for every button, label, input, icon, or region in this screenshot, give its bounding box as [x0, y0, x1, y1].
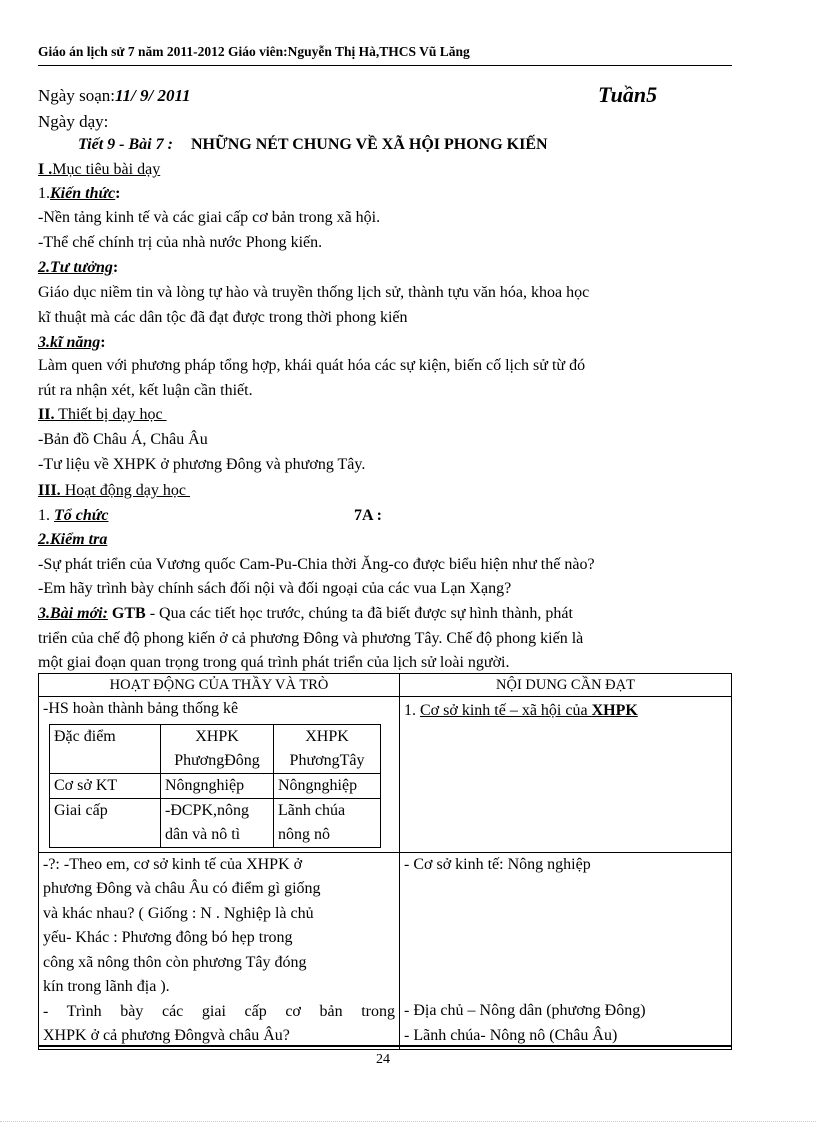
- section-1-1-heading: [38, 185, 120, 203]
- content-cell-2: [400, 852, 732, 1049]
- gtb-label: GTB: [107, 605, 146, 622]
- class-east-line-2: dân và nô tì: [165, 825, 241, 843]
- skill-line-1: Làm quen với phương pháp tổng hợp, khái quát hóa các sự kiện, biến cố lịch sử từ đó: [38, 357, 586, 374]
- economy-label: Cơ sở KT: [50, 773, 161, 798]
- answer-2-line-1: - Địa chủ – Nông dân (phương Đông): [404, 1002, 646, 1019]
- skill-line-2: rút ra nhận xét, kết luận cần thiết.: [38, 382, 253, 399]
- attitude-line-2: kĩ thuật mà các dân tộc đã đạt được trong thời phong kiến: [38, 309, 408, 326]
- page-header: Giáo án lịch sử 7 năm 2011-2012 Giáo viên:Nguyễn Thị Hà,THCS Vũ Lăng: [38, 44, 470, 59]
- section-1-2-label: 2.Tư tưởng: [38, 259, 113, 276]
- lesson-title-line: [78, 136, 548, 154]
- comparison-header-row: [50, 724, 381, 773]
- section-1-3-colon: :: [100, 334, 106, 351]
- lesson-title: NHỮNG NÉT CHUNG VỀ XÃ HỘI PHONG KIẾN: [190, 136, 548, 153]
- table-header-row: [39, 674, 732, 697]
- section-3-2-heading: [38, 531, 107, 549]
- lesson-number: Tiết 9 - Bài 7 :: [78, 136, 173, 153]
- class-label-cell: Giai cấp: [50, 798, 161, 847]
- question-1-line-1: -?: -Theo em, cơ sở kinh tế của XHPK ở: [43, 855, 303, 873]
- new-lesson-line-1: [38, 605, 573, 623]
- equipment-item-2: -Tư liệu về XHPK ở phương Đông và phương Tây.: [38, 456, 366, 473]
- comparison-header-east: [161, 724, 274, 773]
- table-row: [39, 852, 732, 1049]
- question-1-line-2: phương Đông và châu Âu có điểm gì giống: [43, 880, 321, 897]
- section-1-number: I .: [38, 161, 53, 178]
- section-1-1-colon: :: [115, 185, 121, 202]
- section-1-heading: [38, 161, 160, 179]
- page-edge: [0, 1121, 816, 1122]
- header-content: NỘI DUNG CẦN ĐẠT: [400, 674, 732, 697]
- question-1-line-6: kín trong lãnh địa ).: [43, 978, 170, 995]
- answer-1: - Cơ sở kinh tế: Nông nghiệp: [404, 855, 591, 873]
- knowledge-item-1: -Nền tảng kinh tế và các giai cấp cơ bản trong xã hội.: [38, 209, 381, 226]
- page-number: 24: [376, 1052, 390, 1067]
- section-3-1-label: Tổ chức: [54, 507, 109, 524]
- activity-cell-1: [39, 697, 400, 853]
- table-row: [39, 697, 732, 853]
- activity-cell-2: [39, 852, 400, 1049]
- economy-east: Nôngnghiệp: [161, 773, 274, 798]
- check-question-2: -Em hãy trình bày chính sách đối nội và đối ngoại của các vua Lạn Xạng?: [38, 580, 512, 597]
- ngay-day: Ngày dạy:: [38, 112, 109, 131]
- content-heading-text: Cơ sở kinh tế – xã hội của: [420, 702, 592, 719]
- footer-rule: [38, 1045, 732, 1047]
- comparison-row-class: [50, 798, 381, 847]
- section-3-1-number: 1.: [38, 507, 54, 524]
- section-1-2-colon: :: [112, 259, 119, 276]
- section-1-1-label: Kiến thức: [50, 185, 116, 202]
- comparison-table: [49, 724, 381, 848]
- header-activities: HOẠT ĐỘNG CỦA THẦY VÀ TRÒ: [39, 674, 400, 697]
- hs-task: -HS hoàn thành bảng thống kê: [43, 700, 239, 717]
- new-lesson-line-3: một giai đoạn quan trọng trong quá trình phát triển của lịch sử loài người.: [38, 654, 510, 671]
- class-east-line-1: -ĐCPK,nông: [165, 801, 250, 819]
- section-3-heading: [38, 482, 190, 500]
- question-2-line-2: XHPK ở cả phương Đôngvà châu Âu?: [43, 1027, 290, 1044]
- content-heading-number: 1.: [404, 702, 420, 719]
- header-west-line-1: XHPK: [305, 727, 349, 745]
- section-3-number: III.: [38, 482, 61, 499]
- section-2-number: II.: [38, 406, 55, 423]
- section-3-2-label: 2.Kiểm tra: [38, 531, 108, 548]
- ngay-soan-label: Ngày soạn:: [38, 86, 115, 105]
- class-west-line-2: nông nô: [278, 825, 330, 843]
- section-2-heading: [38, 406, 167, 424]
- section-3-3-label: 3.Bài mới:: [38, 605, 108, 622]
- ngay-soan-line: [38, 86, 191, 106]
- section-3-1-heading: [38, 507, 140, 525]
- section-1-3-heading: [38, 334, 106, 352]
- class-west-line-1: Lãnh chúa: [278, 801, 346, 819]
- knowledge-item-2: -Thể chế chính trị của nhà nước Phong kiến.: [38, 234, 323, 251]
- economy-west: Nôngnghiệp: [274, 773, 381, 798]
- question-1-line-5: công xã nông thôn còn phương Tây đóng: [43, 953, 307, 971]
- class-label: 7A :: [354, 507, 382, 524]
- equipment-item-1: -Bản đồ Châu Á, Châu Âu: [38, 431, 208, 448]
- comparison-row-economy: [50, 773, 381, 798]
- comparison-header-feature: Đặc điểm: [50, 724, 161, 773]
- section-1-label: Mục tiêu bài dạy: [52, 161, 161, 178]
- header-east-line-1: XHPK: [195, 727, 239, 745]
- answer-spacer: [404, 877, 727, 999]
- question-1-line-3: và khác nhau? ( Giống : N . Nghiệp là chủ: [43, 904, 314, 922]
- comparison-header-west: [274, 724, 381, 773]
- new-lesson-text-1: - Qua các tiết học trước, chúng ta đã biết được sự hình thành, phát: [145, 605, 573, 622]
- header-rule: [38, 65, 732, 66]
- section-1-3-label: 3.kĩ năng: [38, 334, 101, 351]
- attitude-line-1: Giáo dục niềm tin và lòng tự hào và truyền thống lịch sử, thành tựu văn hóa, khoa học: [38, 284, 590, 301]
- section-1-1-number: 1.: [38, 185, 50, 202]
- week-label: Tuần5: [598, 82, 658, 107]
- question-1-line-4: yếu- Khác : Phương đông bó hẹp trong: [43, 929, 293, 946]
- check-question-1: -Sự phát triển của Vương quốc Cam-Pu-Chia thời Ăng-co được biểu hiện như thế nào?: [38, 556, 595, 573]
- class-west: [274, 798, 381, 847]
- section-1-2-heading: [38, 259, 118, 277]
- class-east: [161, 798, 274, 847]
- section-2-label: Thiết bị dạy học: [54, 406, 167, 423]
- section-3-label: Hoạt động dạy học: [60, 482, 190, 499]
- ngay-soan-value: 11/ 9/ 2011: [114, 86, 191, 105]
- question-2-line-1: - Trình bày các giai cấp cơ bản trong: [43, 1002, 395, 1020]
- header-east-line-2: PhươngĐông: [174, 751, 260, 769]
- answer-2-line-2: - Lãnh chúa- Nông nô (Châu Âu): [404, 1026, 618, 1044]
- content-heading: [404, 699, 727, 724]
- header-west-line-2: PhươngTây: [289, 751, 365, 769]
- activity-table: [38, 673, 732, 1050]
- content-heading-bold: XHPK: [591, 702, 638, 719]
- content-cell-1: [400, 697, 732, 853]
- new-lesson-line-2: triển của chế độ phong kiến ở cả phương Đông và phương Tây. Chế độ phong kiến là: [38, 630, 584, 647]
